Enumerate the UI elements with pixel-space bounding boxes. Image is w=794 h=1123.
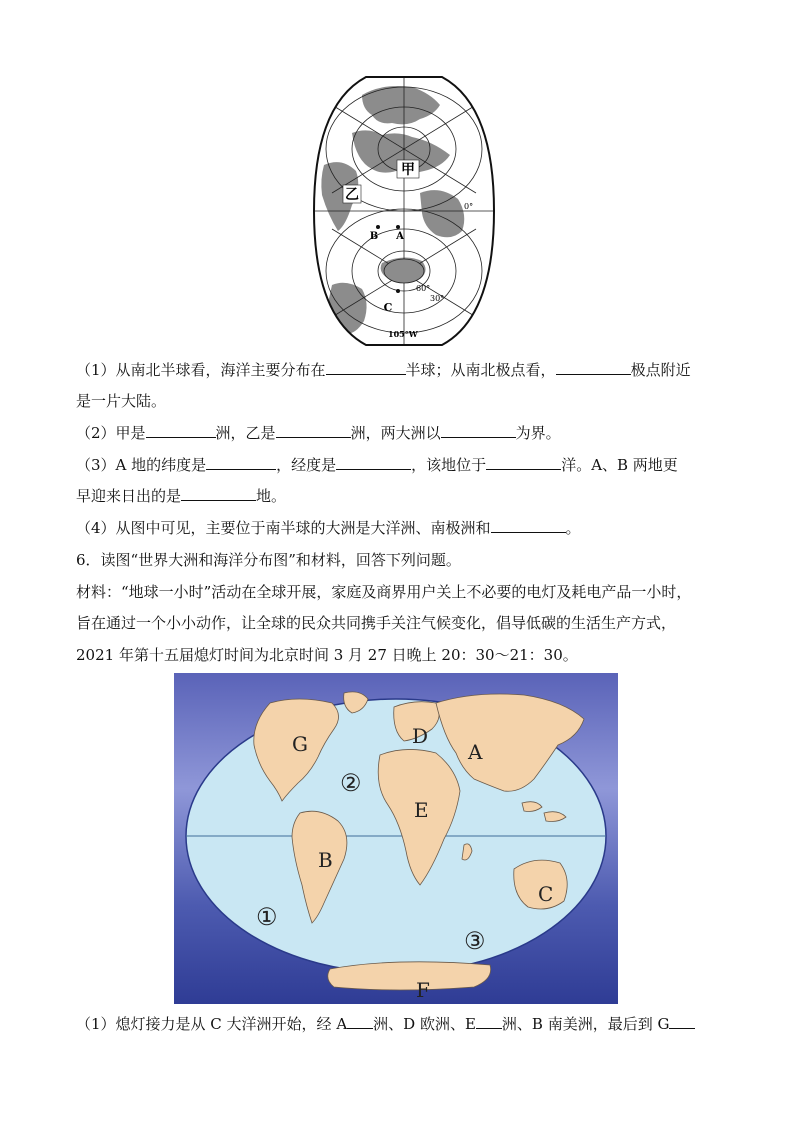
answer-blank[interactable] (206, 455, 276, 470)
label-a: A (396, 231, 404, 242)
antarctic-centered-map (312, 75, 496, 347)
ocean-label-2: ② (340, 769, 362, 797)
label-105w: 105°W (388, 329, 418, 339)
label-60-degree: 60° (416, 284, 431, 293)
label-c-oceania: C (538, 882, 554, 906)
answer-blank[interactable] (181, 486, 256, 501)
q6-title: 6．读图“世界大洲和海洋分布图”和材料，回答下列问题。 (76, 551, 461, 569)
answer-blank[interactable] (486, 455, 561, 470)
world-continents-oceans-map (174, 673, 618, 1004)
q6-line-1: （1）熄灯接力是从 C 大洋洲开始，经 A 洲、D 欧洲、E 洲、B 南美洲，最后到 G (76, 1014, 695, 1034)
label-c: C (383, 301, 393, 314)
answer-blank[interactable] (347, 1014, 373, 1029)
ocean-label-3: ③ (464, 927, 486, 955)
answer-blank[interactable] (441, 423, 516, 438)
label-d-europe: D (412, 724, 429, 748)
answer-blank[interactable] (326, 360, 406, 375)
q6-material-2: 旨在通过一个小小动作，让全球的民众共同携手关注气候变化，倡导低碳的生活生产方式， (76, 614, 677, 632)
answer-blank[interactable] (336, 455, 411, 470)
q5-line-2: 是一片大陆。 (76, 392, 167, 410)
label-yi: 乙 (345, 187, 359, 203)
label-a-asia: A (468, 740, 483, 764)
label-jia: 甲 (401, 162, 415, 178)
ocean-label-1: ① (256, 903, 278, 931)
answer-blank[interactable] (276, 423, 351, 438)
answer-blank[interactable] (491, 518, 566, 533)
answer-blank[interactable] (476, 1014, 502, 1029)
q5-line-6: （4）从图中可见，主要位于南半球的大洲是大洋洲、南极洲和 。 (76, 519, 581, 537)
q5-line-1: （1）从南北半球看，海洋主要分布在 半球；从南北极点看， 极点附近 (76, 361, 691, 379)
answer-blank[interactable] (146, 423, 216, 438)
q6-material-1: 材料：“地球一小时”活动在全球开展，家庭及商界用户关上不必要的电灯及耗电产品一小时， (76, 583, 692, 601)
label-e-africa: E (414, 798, 429, 822)
label-b: B (369, 231, 379, 242)
label-g-north-america: G (292, 732, 308, 756)
q5-line-3: （2）甲是 洲，乙是 洲，两大洲以 为界。 (76, 424, 561, 442)
answer-blank[interactable] (556, 360, 631, 375)
q6-material-3: 2021 年第十五届熄灯时间为北京时间 3 月 27 日晚上 20：30～21：30。 (76, 646, 578, 664)
answer-blank[interactable] (669, 1014, 695, 1029)
label-30-degree: 30° (430, 294, 445, 303)
label-b-south-america: B (318, 848, 333, 872)
label-f-antarctica: F (416, 978, 430, 1002)
label-0-degree: 0° (464, 202, 474, 211)
q5-line-5: 早迎来日出的是 地。 (76, 487, 287, 505)
q5-line-4: （3）A 地的纬度是 ，经度是 ，该地位于 洋。A、B 两地更 (76, 456, 678, 474)
